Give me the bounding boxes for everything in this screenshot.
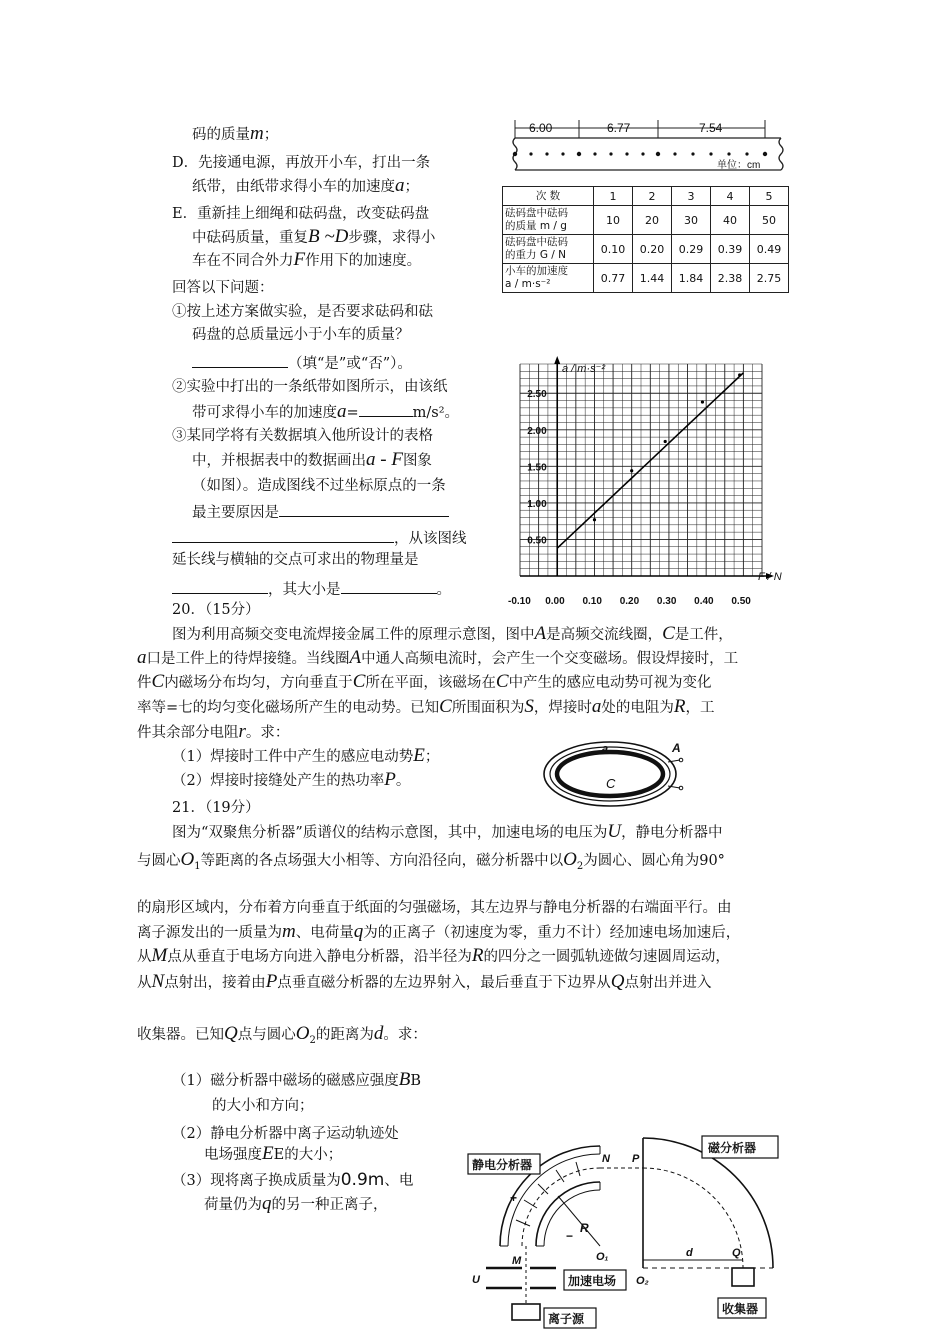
- y-tick-label: 0.50: [527, 535, 547, 547]
- question-3-cont2: （如图）。造成图线不过坐标原点的一条: [192, 478, 446, 494]
- table-header: 1: [594, 187, 633, 206]
- label-q: Q: [732, 1247, 741, 1259]
- symbol-r-small: r: [238, 721, 246, 742]
- symbol-m: m: [250, 123, 264, 144]
- text: 点射出，接着由: [164, 975, 266, 991]
- text: 。: [395, 773, 411, 789]
- text: 车在不同合外力: [192, 253, 294, 269]
- label-m: M: [512, 1255, 522, 1267]
- label-u: U: [472, 1274, 480, 1286]
- symbol-p: P: [265, 971, 278, 992]
- text: 的距离为: [315, 1027, 374, 1043]
- q20-para-3: [137, 672, 712, 693]
- q20-para-2: [137, 648, 738, 669]
- y-tick-label: 2.00: [527, 425, 547, 437]
- text: 为的正离子（初速度为零，重力不计）经加速电场加速后，: [363, 925, 741, 941]
- symbol-c: C: [151, 671, 165, 692]
- text: 。: [436, 582, 451, 598]
- question-3-value: [172, 577, 451, 600]
- question-1-blank: [192, 351, 412, 374]
- text: 。求：: [383, 1027, 427, 1043]
- q21-sub-2-cont: [204, 1144, 342, 1165]
- table-cell: 0.29: [672, 235, 711, 264]
- text: 件其余部分电阻: [137, 725, 239, 741]
- chart-ylabel: a / m·s⁻²: [562, 363, 606, 375]
- coil-inner: [550, 747, 670, 801]
- symbol-s: S: [524, 696, 534, 717]
- table-cell: 1.84: [672, 264, 711, 293]
- text: 点垂直磁分析器的左边界射入，最后垂直于下边界从: [277, 975, 611, 991]
- text: ；: [404, 179, 419, 195]
- text: 率等=七的均匀变化磁场所产生的电动势。已知: [137, 700, 440, 716]
- ion-source-box: [512, 1304, 540, 1320]
- data-point: [593, 518, 596, 521]
- symbol-a-coil: A: [349, 647, 362, 668]
- text: 从: [137, 949, 152, 965]
- q21-para-4: [137, 922, 740, 943]
- mass-value: 0.9m: [340, 1170, 385, 1190]
- question-3-reason: [192, 500, 449, 523]
- x-tick-label: 0.20: [619, 596, 640, 607]
- label-seam-a: a: [602, 743, 609, 755]
- symbol-bd: B ~D: [308, 226, 349, 247]
- table-cell: 2.75: [750, 264, 789, 293]
- table-cell: 50: [750, 206, 789, 235]
- line-mass: [192, 124, 278, 145]
- q21-sub-3-cont: [204, 1194, 388, 1215]
- q20-para-4: [137, 697, 714, 718]
- paper-tape-figure: [503, 112, 788, 180]
- table-cell: 40: [711, 206, 750, 235]
- text: 中产生的感应电动势可视为变化: [508, 675, 712, 691]
- label-p: P: [632, 1153, 640, 1165]
- q21-title: 21．（19分）: [172, 800, 260, 816]
- q21-sub-3: [172, 1170, 413, 1191]
- table-cell: 20: [633, 206, 672, 235]
- symbol-r: R: [673, 696, 686, 717]
- tape-unit: 单位：cm: [717, 160, 761, 171]
- text: 中砝码质量，重复: [192, 230, 308, 246]
- table-row: [503, 235, 789, 264]
- text: m/s²。: [412, 405, 460, 421]
- text: 纸带，由纸带求得小车的加速度: [192, 179, 395, 195]
- y-axis-arrow: [554, 356, 560, 364]
- text: 收集器。已知: [137, 1027, 224, 1043]
- text: （1）焊接时工件中产生的感应电动势: [172, 749, 414, 765]
- label-line: 小车的加速度: [505, 265, 568, 277]
- text: ，从该图线: [394, 531, 467, 547]
- chart-xlabel: F / N: [758, 571, 782, 583]
- data-table: [502, 186, 789, 293]
- answer-blank[interactable]: [192, 351, 288, 368]
- q21-sub-2: （2）静电分析器中离子运动轨迹处: [172, 1126, 399, 1142]
- text: 点射出并进入: [624, 975, 712, 991]
- label-o1: O₁: [596, 1251, 609, 1263]
- label-d: d: [686, 1247, 693, 1259]
- data-point: [664, 440, 667, 443]
- text: 的另一种正离子，: [271, 1197, 388, 1213]
- label-coil-a: A: [672, 741, 681, 755]
- tape-dots: [513, 152, 767, 156]
- line-force: [192, 250, 421, 271]
- symbol-o1: O: [180, 849, 195, 870]
- text: 所在平面，该磁场在: [365, 675, 496, 691]
- question-3-cont: [192, 450, 432, 471]
- y-tick-label: 1.00: [527, 498, 547, 510]
- question-2-cont: [192, 400, 459, 423]
- symbol-a: a: [591, 696, 602, 717]
- subscript: 2: [576, 860, 584, 872]
- q21-para-3: 的扇形区域内，分布着方向垂直于纸面的匀强磁场，其左边界与静电分析器的右端面平行。由: [137, 900, 732, 916]
- symbol-p: P: [384, 769, 396, 790]
- label-line: 的质量 m / g: [505, 220, 567, 232]
- table-row: [503, 187, 789, 206]
- label-plus: +: [510, 1191, 518, 1205]
- symbol-a: a: [337, 401, 347, 422]
- text: （3）现将离子换成质量为: [172, 1173, 341, 1189]
- text: 点与圆心: [237, 1027, 296, 1043]
- text: 的大小；: [284, 1147, 343, 1163]
- table-cell: 2.38: [711, 264, 750, 293]
- table-header: 4: [711, 187, 750, 206]
- label-workpiece-c: C: [606, 776, 616, 791]
- text: 电场强度: [204, 1147, 262, 1163]
- answer-blank[interactable]: [172, 577, 268, 594]
- text: 作用下的加速度。: [305, 253, 422, 269]
- label-o2: O₂: [636, 1275, 649, 1287]
- question-1-cont: 码盘的总质量远小于小车的质量？: [192, 327, 410, 343]
- text: 图为利用高频交变电流焊接金属工件的原理示意图，图中: [172, 627, 535, 643]
- text: ，其大小是: [268, 582, 341, 598]
- table-header: 次 数: [503, 187, 594, 206]
- text: 、电: [384, 1173, 414, 1189]
- chart-ticks: [508, 389, 751, 607]
- subscript: 2: [309, 1034, 316, 1046]
- text: 图象: [402, 453, 432, 469]
- q20-para-5: [137, 722, 289, 743]
- data-point: [701, 400, 704, 403]
- table-cell: 0.49: [750, 235, 789, 264]
- symbol-r: R: [471, 945, 484, 966]
- table-header: 3: [672, 187, 711, 206]
- x-tick-label: 0.10: [582, 596, 602, 607]
- question-3-intercept: 延长线与横轴的交点可求出的物理量是: [172, 552, 419, 568]
- spectrometer-diagram: [460, 1128, 810, 1340]
- question-2: ②实验中打出的一条纸带如图所示，由该纸: [172, 379, 448, 395]
- label-line: a / m·s⁻²: [505, 278, 551, 290]
- table-row-label: [503, 235, 594, 264]
- q21-sub-1-cont: 的大小和方向；: [212, 1098, 314, 1114]
- chart-axes: [520, 356, 774, 579]
- text: ；: [424, 749, 440, 765]
- x-tick-label: -0.10: [508, 596, 531, 607]
- q21-para-6: [137, 972, 712, 993]
- text: 步骤，求得小: [348, 230, 436, 246]
- text: 所围面积为: [451, 700, 525, 716]
- label-minus: −: [566, 1229, 574, 1243]
- table-row-label: [503, 206, 594, 235]
- ion-source-label: 离子源: [548, 1312, 585, 1326]
- label-line: 砝码盘中砝码: [505, 236, 568, 248]
- text: 是工件，: [674, 627, 733, 643]
- tape-d3: 7.54: [699, 121, 723, 135]
- symbol-o2: O: [295, 1023, 310, 1044]
- symbol-d: d: [373, 1023, 384, 1044]
- tape-d2: 6.77: [607, 121, 631, 135]
- answer-blank[interactable]: [341, 577, 437, 594]
- data-point: [738, 373, 741, 376]
- text: 、电荷量: [295, 925, 354, 941]
- accel-field-label: 加速电场: [568, 1274, 617, 1288]
- q21-para-2: [137, 850, 725, 877]
- symbol-a: a: [395, 175, 405, 196]
- coil-diagram: [540, 730, 690, 810]
- text: =: [346, 405, 359, 421]
- line-tape-accel: [192, 176, 419, 197]
- text: 等距离的各点场强大小相等、方向沿径向，磁分析器中以: [200, 853, 564, 869]
- question-3: ③某同学将有关数据填入他所设计的表格: [172, 428, 433, 444]
- line-repeat: [192, 227, 435, 248]
- text: （1）磁分析器中磁场的磁感应强度: [172, 1073, 399, 1089]
- text: 点从垂直于电场方向进入静电分析器，沿半径为: [167, 949, 472, 965]
- symbol-b: B: [398, 1069, 411, 1090]
- label-line: 的重力 G / N: [505, 249, 567, 261]
- text: 中，并根据表中的数据画出: [192, 453, 366, 469]
- x-tick-label: 0.50: [731, 596, 751, 607]
- table-header: 2: [633, 187, 672, 206]
- text: 的四分之一圆弧轨迹做匀速圆周运动，: [483, 949, 730, 965]
- magnetic-analyzer-label: 磁分析器: [708, 1141, 757, 1155]
- symbol-e: E: [413, 745, 425, 766]
- text: ，焊接时: [533, 700, 592, 716]
- text: 与圆心: [137, 853, 181, 869]
- line-step-e: E．重新挂上细绳和砝码盘，改变砝码盘: [172, 206, 430, 222]
- text: 处的电阻为: [601, 700, 674, 716]
- magnetic-trajectory: [643, 1168, 743, 1268]
- text: 是高频交流线圈，: [546, 627, 663, 643]
- q20-sub-2: [172, 770, 410, 791]
- text: 离子源发出的一质量为: [137, 925, 282, 941]
- symbol-q: q: [353, 921, 364, 942]
- table-cell: 10: [594, 206, 633, 235]
- label-n: N: [602, 1153, 610, 1165]
- text: 从: [137, 975, 152, 991]
- line-step-d: D．先接通电源，再放开小车，打出一条: [172, 155, 431, 171]
- q21-para-1: [172, 822, 723, 843]
- table-row: [503, 264, 789, 293]
- table-row: [503, 206, 789, 235]
- answer-blank[interactable]: [359, 400, 413, 417]
- table-cell: 0.39: [711, 235, 750, 264]
- text: 带可求得小车的加速度: [192, 405, 337, 421]
- symbol-f: F: [293, 249, 306, 270]
- y-tick-label: 2.50: [527, 389, 547, 401]
- x-tick-label: 0.40: [694, 596, 714, 607]
- text: ；: [263, 127, 279, 143]
- q20-sub-1: [172, 746, 439, 767]
- table-cell: 1.44: [633, 264, 672, 293]
- collector-label: 收集器: [722, 1302, 759, 1316]
- q21-para-7: [137, 1024, 427, 1051]
- symbol-af: a - F: [366, 449, 403, 470]
- a-f-chart: [500, 352, 790, 614]
- text: E: [273, 1147, 285, 1163]
- q20-title: 20．（15分）: [172, 602, 260, 618]
- table-header: 5: [750, 187, 789, 206]
- table-row-label: [503, 264, 594, 293]
- line-answer: 回答以下问题：: [172, 280, 274, 296]
- x-tick-label: 0.00: [545, 596, 565, 607]
- symbol-a-coil: A: [534, 623, 547, 644]
- symbol-u: U: [607, 821, 622, 842]
- x-tick-label: 0.30: [656, 596, 677, 607]
- text: （2）焊接时接缝处产生的热功率: [172, 773, 385, 789]
- symbol-m: m: [282, 921, 296, 942]
- symbol-c: C: [439, 696, 452, 717]
- text: 内磁场分布均匀，方向垂直于: [164, 675, 353, 691]
- text: 码的质量: [192, 127, 250, 143]
- symbol-e: E: [262, 1143, 274, 1164]
- text: B: [410, 1073, 421, 1089]
- q21-para-5: [137, 946, 730, 967]
- question-3-reason2: [172, 526, 467, 549]
- symbol-m-point: M: [151, 945, 168, 966]
- tape-d1: 6.00: [529, 121, 553, 135]
- text: 中通人高频电流时，会产生一个交变磁场。假设焊接时，工: [361, 651, 739, 667]
- text: （填“是”或“否”）。: [288, 356, 412, 372]
- question-1: ①按上述方案做实验，是否要求砝码和砝: [172, 304, 433, 320]
- symbol-o2: O: [563, 849, 577, 870]
- answer-blank[interactable]: [279, 500, 449, 517]
- text: 最主要原因是: [192, 505, 279, 521]
- label-line: 砝码盘中砝码: [505, 207, 568, 219]
- text: 图为“双聚焦分析器”质谱仪的结构示意图，其中，加速电场的电压为: [172, 825, 608, 841]
- symbol-c: C: [662, 623, 675, 644]
- symbol-q-point: Q: [610, 971, 625, 992]
- table-cell: 0.20: [633, 235, 672, 264]
- q21-sub-1: [172, 1070, 421, 1091]
- text: 。求：: [245, 725, 290, 741]
- symbol-n: N: [151, 971, 165, 992]
- text: 件: [137, 675, 152, 691]
- text: ，工: [685, 700, 715, 716]
- q20-para-1: [172, 624, 733, 645]
- text: 为圆心、圆心角为90°: [583, 853, 725, 869]
- data-point: [630, 469, 633, 472]
- subscript: 1: [194, 860, 201, 872]
- collector-box: [732, 1268, 754, 1286]
- text: ，静电分析器中: [621, 825, 723, 841]
- table-cell: 30: [672, 206, 711, 235]
- y-tick-label: 1.50: [527, 462, 547, 474]
- label-r: R: [580, 1221, 589, 1235]
- symbol-a: a: [137, 647, 147, 668]
- symbol-q: q: [262, 1193, 272, 1214]
- text: 口是工件上的待焊接缝。当线圈: [146, 651, 350, 667]
- radius-line: [558, 1196, 600, 1246]
- answer-blank[interactable]: [172, 526, 394, 543]
- symbol-q-point: Q: [224, 1023, 238, 1044]
- text: 荷量仍为: [204, 1197, 262, 1213]
- symbol-c: C: [495, 671, 509, 692]
- table-cell: 0.10: [594, 235, 633, 264]
- table-cell: 0.77: [594, 264, 633, 293]
- symbol-c: C: [352, 671, 366, 692]
- static-analyzer-label: 静电分析器: [472, 1158, 533, 1172]
